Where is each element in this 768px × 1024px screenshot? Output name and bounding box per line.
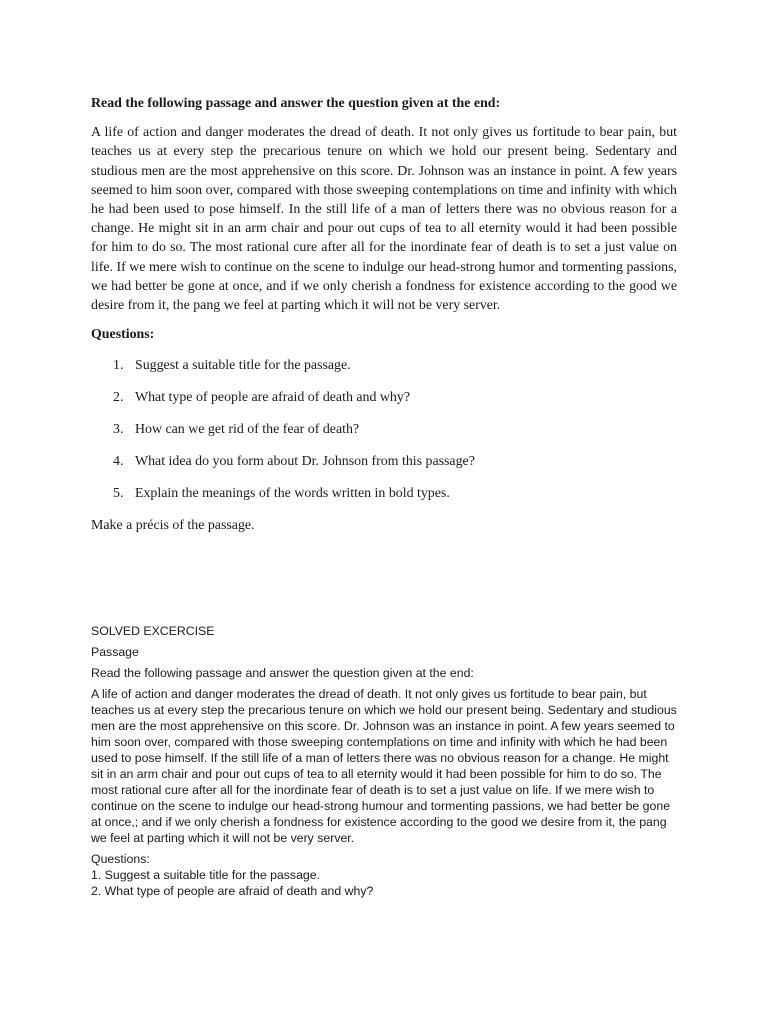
- solved-passage: A life of action and danger moderates the dread of death. It not only gives us fortitude to bear pain, but teaches us at every step the precarious tenure on which we hold our present being. Sedentary and studious men are the most apprehensive on this score. Dr. Johnson was an instance in point. A few years seemed to him soon over, compared with those sweeping contemplations on time and infinity with which he had been used to pose himself. If the still life of a man of letters there was no obvious reason for a change. He might sit in an arm chair and pour out cups of tea to all eternity would it had been possible for him to do so. The most rational cure after all for the inordinate fear of death is to set a just value on life. If we mere wish to continue on the scene to indulge our head-strong humour and tormenting passions, we had better be gone at once,; and if we only cherish a fondness for existence according to the good we desire from it, the pang we feel at parting which it will not be very server.: [91, 687, 677, 845]
- question-text: How can we get rid of the fear of death?: [135, 422, 360, 438]
- question-number: 5.: [113, 486, 124, 502]
- solved-exercise-title: SOLVED EXCERCISE: [91, 624, 215, 638]
- question-item: [91, 484, 677, 503]
- question-item: [91, 420, 677, 439]
- question-number: 4.: [113, 454, 124, 470]
- solved-questions-heading: Questions:: [91, 852, 150, 866]
- question-item: [91, 356, 677, 375]
- questions-list: [91, 356, 677, 503]
- question-text: What type of people are afraid of death and why?: [135, 390, 410, 406]
- question-number: 1.: [113, 358, 124, 374]
- questions-heading: Questions:: [91, 327, 155, 343]
- question-text: What idea do you form about Dr. Johnson from this passage?: [135, 454, 475, 470]
- exercise-passage: A life of action and danger moderates the dread of death. It not only gives us fortitude to bear pain, but teaches us at every step the precarious tenure on which we hold our present being. Sedentary and studious men are the most apprehensive on this score. Dr. Johnson was an instance in point. A few years seemed to him soon over, compared with those sweeping contemplations on time and infinity with which he had been used to pose himself. In the still life of a man of letters there was no obvious reason for a change. He might sit in an arm chair and pour out cups of tea to all eternity would it had been possible for him to do so. The most rational cure after all for the inordinate fear of death is to set a just value on life. If we mere wish to continue on the scene to indulge our head-strong humor and tormenting passions, we had better be gone at once, and if we only cherish a fondness for existence according to the good we desire from it, the pang we feel at parting which it will not be very server.: [91, 125, 677, 314]
- question-number: 2.: [113, 390, 124, 406]
- solved-exercise-section: [91, 623, 681, 899]
- question-item: [91, 388, 677, 407]
- question-number: 3.: [113, 422, 124, 438]
- question-text: Suggest a suitable title for the passage.: [135, 358, 351, 374]
- precis-instruction: Make a précis of the passage.: [91, 518, 255, 534]
- question-text: Explain the meanings of the words written in bold types.: [135, 486, 450, 502]
- solved-instruction: Read the following passage and answer the question given at the end:: [91, 666, 474, 680]
- exercise-section: [91, 94, 677, 536]
- solved-questions: [91, 851, 681, 899]
- passage-label: Passage: [91, 645, 139, 659]
- solved-question-item: 2. What type of people are afraid of death and why?: [91, 884, 374, 898]
- question-item: [91, 452, 677, 471]
- exercise-heading: Read the following passage and answer the question given at the end:: [91, 96, 501, 111]
- solved-question-item: 1. Suggest a suitable title for the passage.: [91, 868, 321, 882]
